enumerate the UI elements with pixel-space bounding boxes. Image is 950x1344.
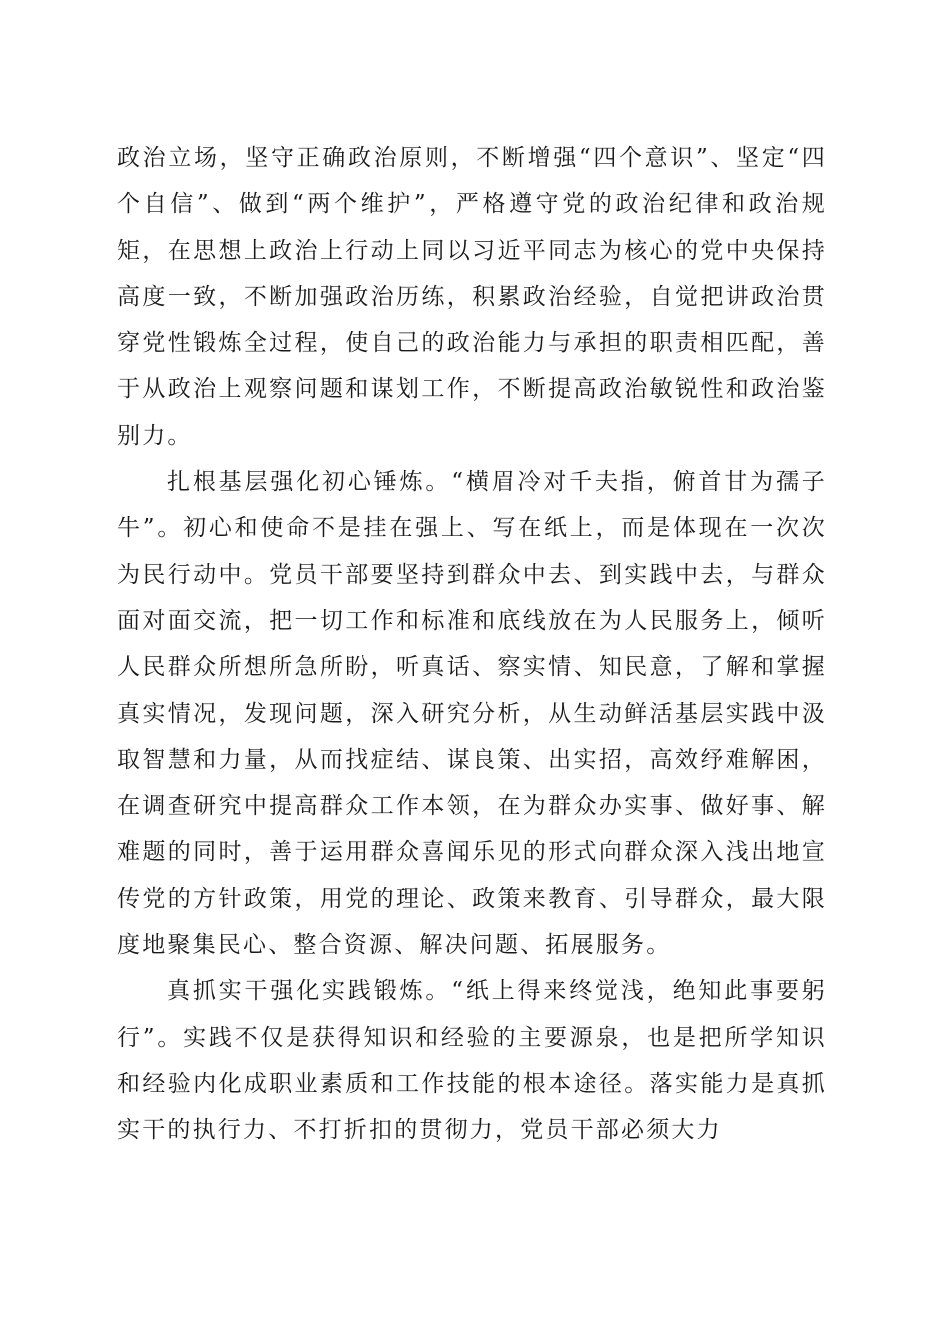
paragraph-practice: 真抓实干强化实践锻炼。“纸上得来终觉浅，绝知此事要躬行”。实践不仅是获得知识和经验的主要源泉，也是把所学知识和经验内化成职业素质和工作技能的根本途径。落实能力是真抓实干的执行力、不打折扣的贯彻力，党员干部必须大力 bbox=[117, 978, 827, 1144]
document-body bbox=[117, 135, 827, 1154]
paragraph-grassroots: 扎根基层强化初心锤炼。“横眉冷对千夫指，俯首甘为孺子牛”。初心和使命不是挂在强上、写在纸上，而是体现在一次次为民行动中。党员干部要坚持到群众中去、到实践中去，与群众面对面交流，把一切工作和标准和底线放在为人民服务上，倾听人民群众所想所急所盼，听真话、察实情、知民意，了解和掌握真实情况，发现问题，深入研究分析，从生动鲜活基层实践中汲取智慧和力量，从而找症结、谋良策、出实招，高效纾难解困，在调查研究中提高群众工作本领，在为群众办实事、做好事、解难题的同时，善于运用群众喜闻乐见的形式向群众深入浅出地宣传党的方针政策，用党的理论、政策来教育、引导群众，最大限度地聚集民心、整合资源、解决问题、拓展服务。 bbox=[117, 469, 827, 959]
paragraph-political-stance: 政治立场，坚守正确政治原则，不断增强“四个意识”、坚定“四个自信”、做到“两个维护”，严格遵守党的政治纪律和政治规矩，在思想上政治上行动上同以习近平同志为核心的党中央保持高度一致，不断加强政治历练，积累政治经验，自觉把讲政治贯穿党性锻炼全过程，使自己的政治能力与承担的职责相匹配，善于从政治上观察问题和谋划工作，不断提高政治敏锐性和政治鉴别力。 bbox=[117, 145, 827, 449]
